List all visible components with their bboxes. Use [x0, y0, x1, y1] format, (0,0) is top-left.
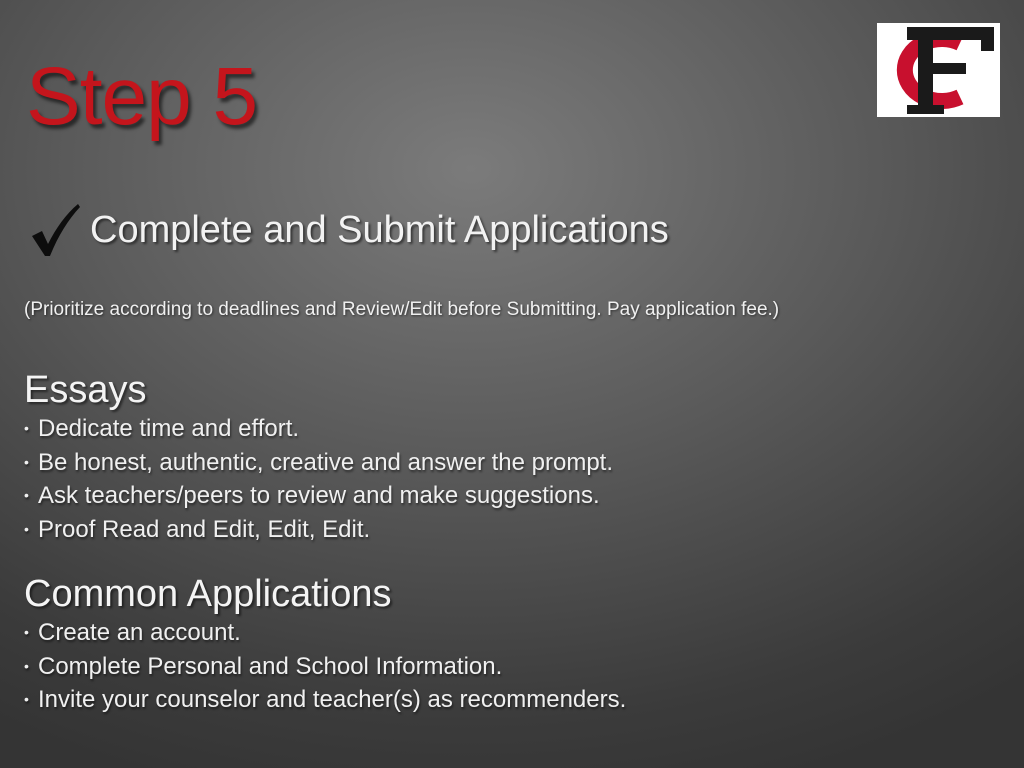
list-item-text: Complete Personal and School Information.: [38, 652, 503, 680]
bullet-icon: •: [24, 657, 29, 674]
subtitle-row: [28, 200, 669, 260]
list-item-text: Be honest, authentic, creative and answer the prompt.: [38, 448, 614, 476]
bullet-icon: •: [24, 420, 29, 436]
bullet-icon: •: [24, 691, 29, 707]
list-item: [24, 446, 613, 480]
bullet-icon: •: [24, 487, 29, 503]
list-item: [24, 616, 626, 650]
list-item-text: Invite your counselor and teacher(s) as recommenders.: [38, 686, 627, 713]
list-item: [24, 412, 613, 446]
checkmark-icon: [28, 202, 82, 258]
list-item: [24, 683, 626, 717]
list-item: [24, 650, 626, 684]
list-item-text: Proof Read and Edit, Edit, Edit.: [38, 515, 371, 543]
list-item: [24, 479, 613, 513]
essays-list: [24, 412, 613, 546]
essays-section: [24, 368, 613, 546]
list-item: [24, 513, 613, 547]
bullet-icon: •: [24, 453, 29, 470]
common-applications-section: [24, 572, 626, 717]
school-logo: [877, 23, 1000, 117]
instruction-note: (Prioritize according to deadlines and Review/Edit before Submitting. Pay application fee.): [24, 299, 780, 320]
bullet-icon: •: [24, 624, 29, 640]
essays-heading: Essays: [24, 369, 147, 411]
slide-title: Step 5: [26, 51, 258, 142]
list-item-text: Create an account.: [38, 619, 241, 646]
bullet-icon: •: [24, 520, 29, 537]
common-applications-list: [24, 616, 626, 717]
fc-logo-icon: [877, 23, 1000, 117]
common-applications-heading: Common Applications: [24, 573, 392, 615]
list-item-text: Dedicate time and effort.: [38, 415, 300, 442]
slide-subtitle: Complete and Submit Applications: [90, 208, 669, 251]
list-item-text: Ask teachers/peers to review and make suggestions.: [38, 482, 600, 509]
